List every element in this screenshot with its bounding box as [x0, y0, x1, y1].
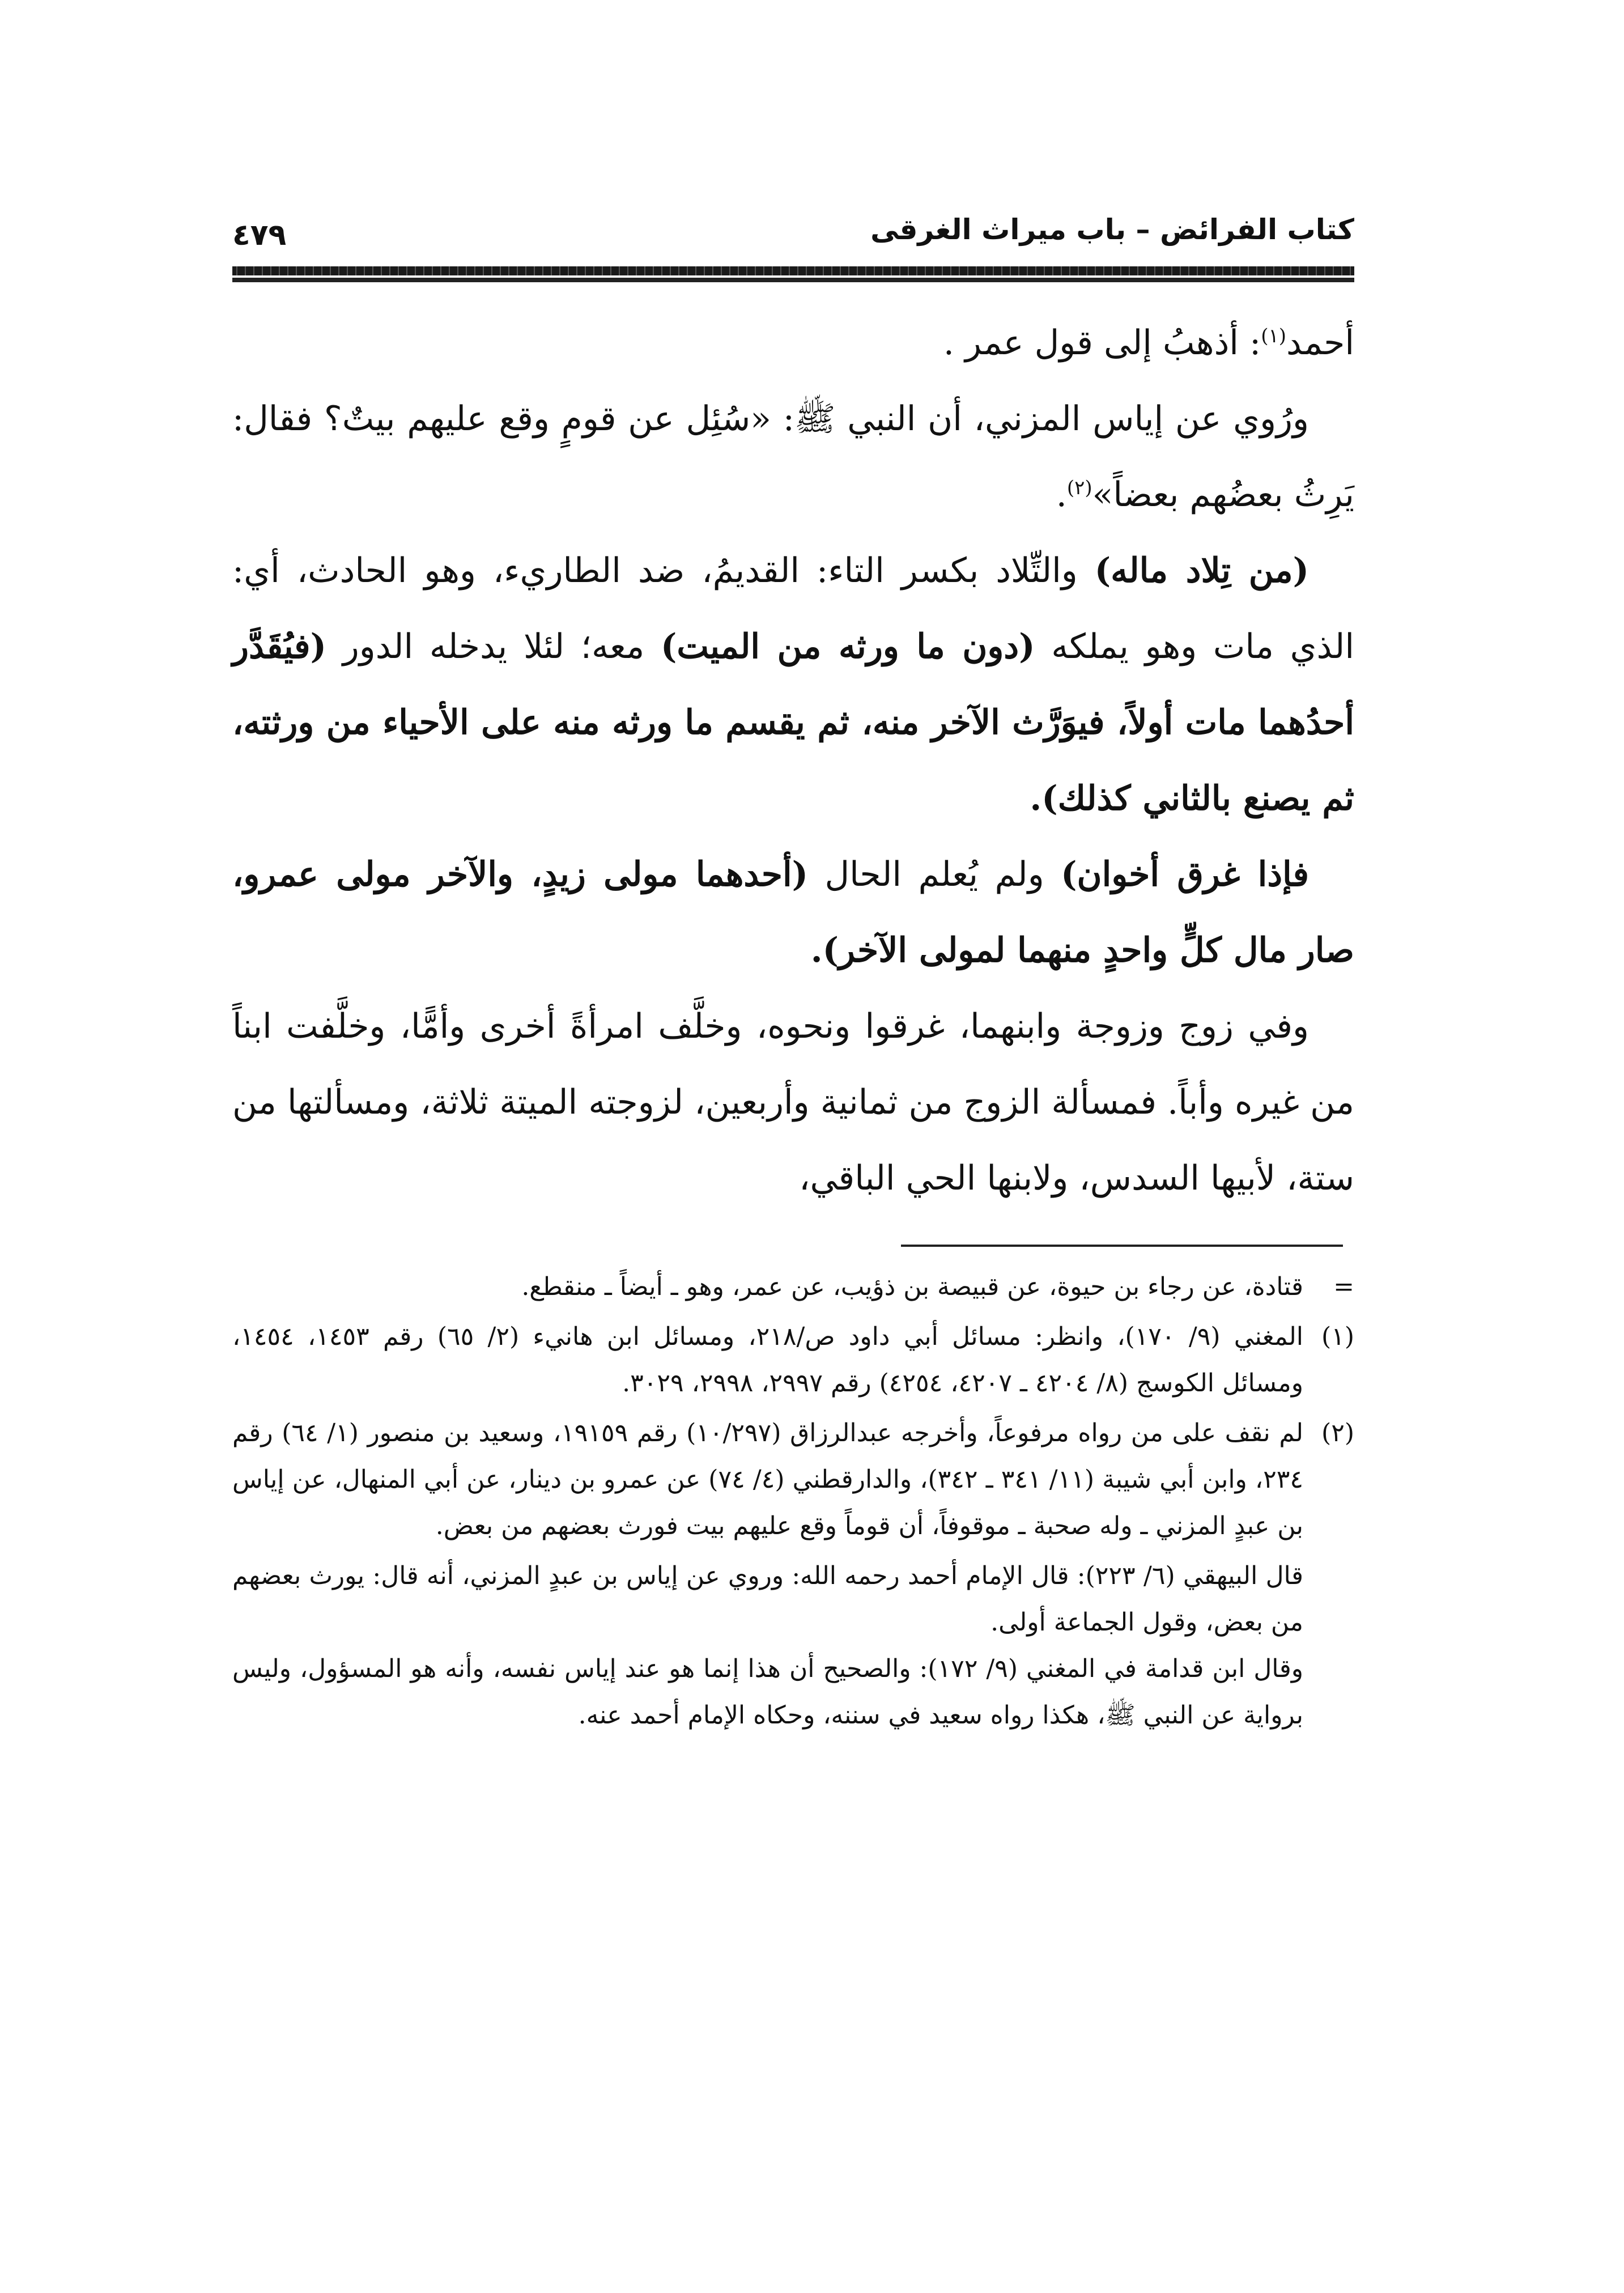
p1-text: أحمد: [1286, 323, 1354, 363]
p3-text-2: معه؛ لئلا يدخله الدور: [326, 627, 661, 666]
p4-bold-2: (أحدهما مولى زيدٍ، والآخر مولى عمرو، صار مال كلٍّ واحدٍ منهما لمولى الآخر).: [232, 855, 1354, 970]
p3-bold-2: (دون ما ورثه من الميت): [660, 627, 1035, 666]
footnote-ref-1: (١): [1261, 325, 1287, 347]
p2-text: ورُوي عن إياس المزني، أن النبي ﷺ: «سُئِل عن قومٍ وقع عليهم بيتٌ؟ فقال: يَرِثُ بعضُهم بعضاً»: [232, 399, 1354, 515]
footnotes: [232, 1264, 1354, 1739]
paragraph-5: وفي زوج وزوجة وابنهما، غرقوا ونحوه، وخلَّف امرأةً أخرى وأمًّا، وخلَّفت ابناً من غيره وأباً. فمسألة الزوج من ثمانية وأربعين، لزوجته الميتة ثلاثة، ومسألتها من ستة، لأبيها السدس، ولابنها الحي الباقي،: [232, 1007, 1354, 1198]
footnote-separator: [901, 1245, 1343, 1247]
footnote-2: [232, 1410, 1354, 1549]
main-text: [232, 305, 1354, 1216]
header-rule: [232, 266, 1354, 275]
paragraph-2: [232, 381, 1354, 533]
footnote-text: قتادة، عن رجاء بن حيوة، عن قبيصة بن ذؤيب، عن عمر، وهو ـ أيضاً ـ منقطع.: [521, 1272, 1303, 1301]
footnote-text: المغني (٩/ ١٧٠)، وانظر: مسائل أبي داود ص/٢١٨، ومسائل ابن هانيء (٢/ ٦٥) رقم ١٤٥٣، ١٤٥٤، ومسائل الكوسج (٨/ ٤٢٠٤ ـ ٤٢٠٧، ٤٢٥٤) رقم ٢٩٩٧، ٢٩٩٨، ٣٠٢٩.: [232, 1322, 1304, 1398]
chapter-title: كتاب الفرائض – باب ميراث الغرقى: [870, 213, 1354, 246]
p4-text-1: ولم يُعلم الحال: [808, 855, 1061, 894]
footnote-marker: (٢): [1321, 1419, 1354, 1447]
footnote-marker: (١): [1321, 1322, 1354, 1351]
header-rule-thin: [232, 278, 1354, 282]
book-page: [232, 204, 1354, 1739]
p3-bold-3: (فيُقَدَّر أحدُهما مات أولاً، فيوَرَّث الآخر منه، ثم يقسم ما ورثه منه على الأحياء من ورثته، ثم يصنع بالثاني كذلك).: [232, 627, 1354, 818]
footnote-marker: =: [1333, 1272, 1354, 1301]
running-header: [232, 204, 1354, 266]
p4-bold-1: فإذا غرق أخوان): [1061, 855, 1309, 894]
footnote-ref-2: (٢): [1066, 477, 1092, 499]
footnote-text: لم نقف على من رواه مرفوعاً، وأخرجه عبدالرزاق (١٠/٢٩٧) رقم ١٩١٥٩، وسعيد بن منصور (١/ ٦٤) رقم ٢٣٤، وابن أبي شيبة (١١/ ٣٤١ ـ ٣٤٢)، والدارقطني (٤/ ٧٤) عن عمرو بن دينار، عن أبي المنهال، عن إياس بن عبدٍ المزني ـ وله صحبة ـ موقوفاً، أن قوماً وقع عليهم بيت فورث بعضهم من بعض.: [232, 1419, 1304, 1540]
footnote-2-paragraph-2: قال البيهقي (٦/ ٢٢٣): قال الإمام أحمد رحمه الله: وروي عن إياس بن عبدٍ المزني، أنه قال: يورث بعضهم من بعض، وقول الجماعة أولى.: [232, 1561, 1304, 1637]
paragraph-3: [232, 533, 1354, 836]
paragraph-4: [232, 836, 1354, 988]
footnote-1: [232, 1314, 1354, 1407]
p1-rest: : أذهبُ إلى قول عمر .: [943, 323, 1261, 363]
paragraph-1: [232, 305, 1354, 381]
p3-text-1: والتِّلاد بكسر التاء: القديمُ، ضد الطاريء، وهو الحادث، أي: الذي مات وهو يملكه: [232, 551, 1355, 666]
footnote-2-paragraph-3: وقال ابن قدامة في المغني (٩/ ١٧٢): والصحيح أن هذا إنما هو عند إياس نفسه، وأنه هو المسؤول، وليس برواية عن النبي ﷺ، هكذا رواه سعيد في سننه، وحكاه الإمام أحمد عنه.: [232, 1654, 1303, 1730]
footnote-continuation: [232, 1264, 1354, 1310]
p3-bold-1: (من تِلاد ماله): [1094, 551, 1309, 591]
page-number: ٤٧٩: [232, 218, 287, 252]
p2-end: .: [1056, 475, 1067, 515]
